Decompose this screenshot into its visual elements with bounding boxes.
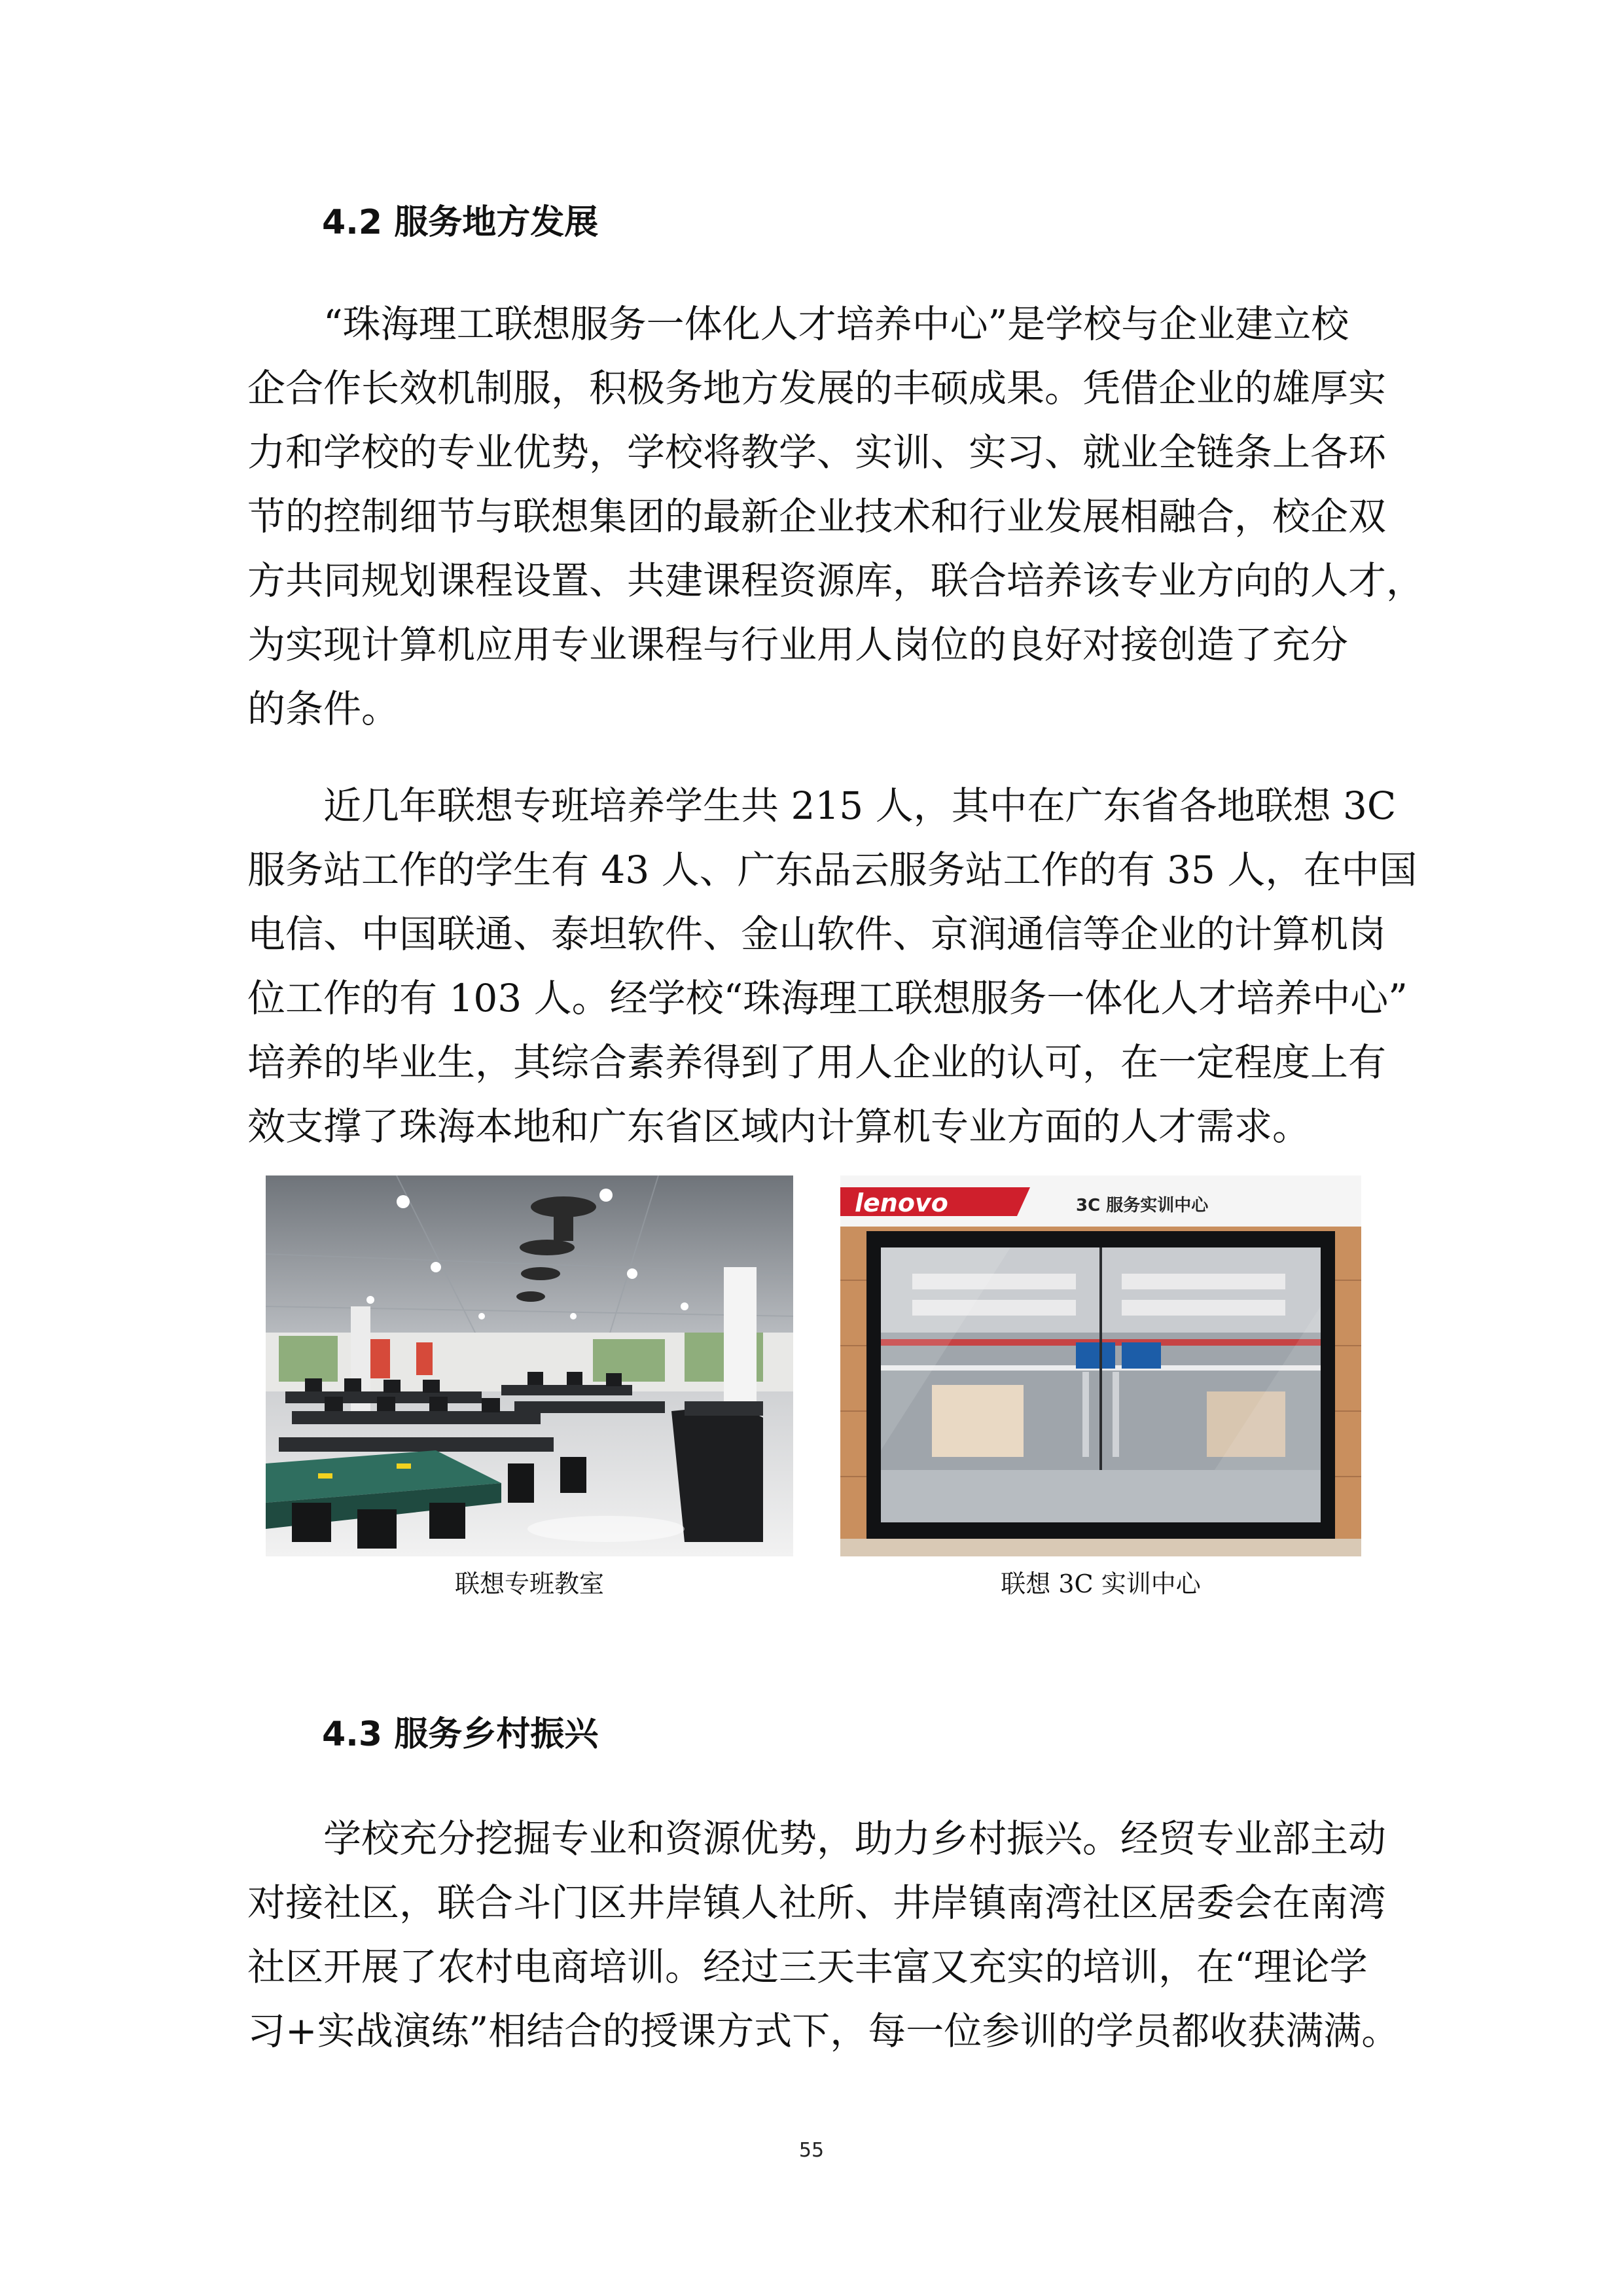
text-line: 培养的毕业生，其综合素养得到了用人企业的认可，在一定程度上有: [247, 1040, 1387, 1085]
lenovo-logo: lenovo: [855, 1189, 948, 1217]
text-line: 对接社区，联合斗门区井岸镇人社所、井岸镇南湾社区居委会在南湾: [247, 1880, 1387, 1925]
training-center-photo: [840, 1175, 1361, 1556]
text-line: 的条件。: [247, 687, 400, 731]
section-heading-4-3: 4.3 服务乡村振兴: [322, 1715, 599, 1754]
text-line: 企合作长效机制服，积极务地方发展的丰硕成果。凭借企业的雄厚实: [247, 366, 1387, 410]
text-line: 力和学校的专业优势，学校将教学、实训、实习、就业全链条上各环: [247, 430, 1387, 475]
section-heading-4-2: 4.2 服务地方发展: [322, 203, 599, 242]
text-line: 电信、中国联通、泰坦软件、金山软件、京润通信等企业的计算机岗: [247, 912, 1387, 956]
photo-caption-right: 联想 3C 实训中心: [1001, 1570, 1201, 1598]
text-line: 位工作的有 103 人。经学校“珠海理工联想服务一体化人才培养中心”: [247, 976, 1408, 1020]
text-line: 服务站工作的学生有 43 人、广东品云服务站工作的有 35 人，在中国: [247, 848, 1418, 892]
paragraph-4-2-stats: [247, 774, 1418, 1158]
text-line: 学校充分挖掘专业和资源优势，助力乡村振兴。经贸专业部主动: [323, 1816, 1387, 1861]
sign-text: 3C 服务实训中心: [1076, 1196, 1209, 1215]
text-line: “珠海理工联想服务一体化人才培养中心”是学校与企业建立校: [323, 302, 1349, 346]
text-line: 节的控制细节与联想集团的最新企业技术和行业发展相融合，校企双: [247, 494, 1387, 539]
paragraph-4-2-intro: [247, 292, 1425, 741]
text-line: 近几年联想专班培养学生共 215 人，其中在广东省各地联想 3C: [323, 783, 1397, 828]
page-number: 55: [798, 2139, 825, 2162]
paragraph-4-3: [247, 1806, 1400, 2063]
photo-caption-left: 联想专班教室: [454, 1570, 604, 1598]
text-line: 方共同规划课程设置、共建课程资源库，联合培养该专业方向的人才，: [247, 558, 1425, 603]
text-line: 社区开展了农村电商培训。经过三天丰富又充实的培训，在“理论学: [247, 1945, 1368, 1989]
text-line: 习+实战演练”相结合的授课方式下，每一位参训的学员都收获满满。: [247, 2009, 1400, 2053]
text-line: 效支撑了珠海本地和广东省区域内计算机专业方面的人才需求。: [247, 1104, 1311, 1149]
classroom-photo: [266, 1175, 793, 1556]
text-line: 为实现计算机应用专业课程与行业用人岗位的良好对接创造了充分: [247, 622, 1349, 667]
